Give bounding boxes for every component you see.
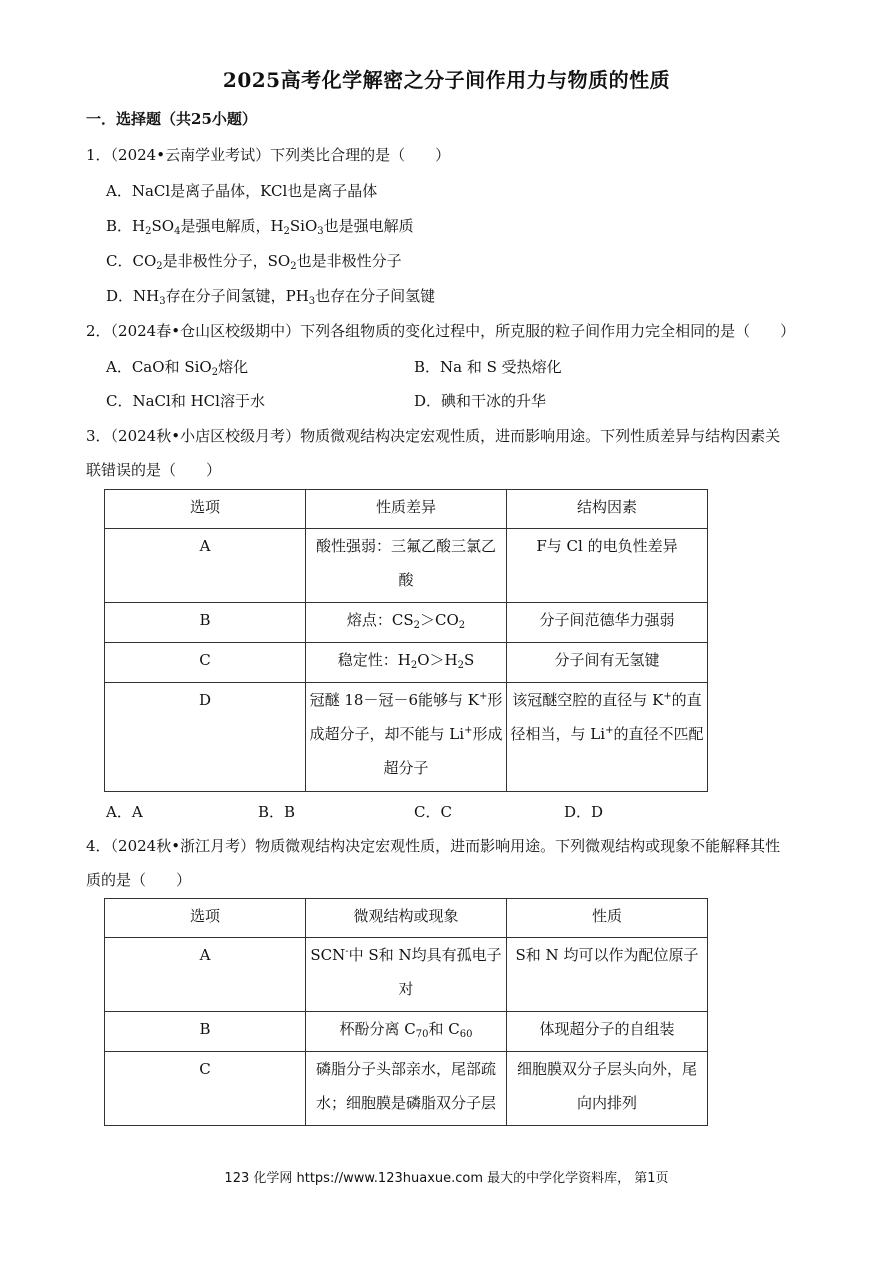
table-cell-option: D (105, 683, 306, 792)
question-1-stem: 1．（2024•云南学业考试）下列类比合理的是（ ） (86, 146, 451, 164)
question-3-answer-a: A．A (106, 803, 143, 821)
table-cell-structure: F与 Cl 的电负性差异 (507, 529, 708, 603)
table-header-row (105, 899, 708, 938)
table-cell-option: B (105, 603, 306, 643)
question-3-table (104, 489, 708, 792)
table-header-cell: 性质 (507, 899, 708, 938)
table-cell-property: 稳定性：$H_2O>H_2S$ (306, 643, 507, 683)
question-3-stem-line-2: 联错误的是（ ） (86, 461, 222, 479)
table-cell-property: 体现超分子的自组装 (507, 1012, 708, 1052)
table-header-cell: 微观结构或现象 (306, 899, 507, 938)
table-cell-property: 细胞膜双分子层头向外，尾 向内排列 (507, 1052, 708, 1126)
question-2-stem: 2．（2024春•仓山区校级期中）下列各组物质的变化过程中，所克服的粒子间作用力完全相同的是（ ） (86, 322, 796, 340)
question-1-option-b: B．$H_2SO_4$是强电解质，$H_2SiO_3$也是强电解质 (106, 217, 414, 237)
question-4-stem-line-2: 质的是（ ） (86, 871, 192, 889)
table-row (105, 683, 708, 792)
table-cell-structure: 该冠醚空腔的直径与 K+的直 径相当，与 Li+的直径不匹配 (507, 683, 708, 792)
table-header-cell: 结构因素 (507, 490, 708, 529)
question-2-option-c: C．NaCl和 HCl溶于水 (106, 392, 265, 410)
table-cell-property: 熔点：$CS_2>CO_2$ (306, 603, 507, 643)
question-4-table (104, 898, 708, 1126)
table-cell-option: C (105, 1052, 306, 1126)
section-heading: 一．选择题（共25小题） (86, 110, 257, 128)
table-cell-property: 酸性强弱：三氟乙酸三氯乙 酸 (306, 529, 507, 603)
table-cell-structure: 磷脂分子头部亲水，尾部疏 水；细胞膜是磷脂双分子层 (306, 1052, 507, 1126)
table-cell-option: B (105, 1012, 306, 1052)
question-3-answer-d: D．D (564, 803, 604, 821)
table-header-cell: 选项 (105, 899, 306, 938)
table-row (105, 1012, 708, 1052)
table-row (105, 603, 708, 643)
question-3-answer-c: C．C (414, 803, 452, 821)
table-cell-property: 冠醚 18－冠－6能够与 K+形 成超分子，却不能与 Li+形成 超分子 (306, 683, 507, 792)
question-1-option-c: C．$CO_2$是非极性分子，$SO_2$也是非极性分子 (106, 252, 402, 272)
table-cell-option: A (105, 529, 306, 603)
page-footer: 123 化学网 https://www.123huaxue.com 最大的中学化学资料库， 第1页 (224, 1171, 669, 1186)
table-row (105, 529, 708, 603)
table-cell-structure: 分子间有无氢键 (507, 643, 708, 683)
question-2-option-a: A．CaO和 SiO$_2$熔化 (106, 358, 249, 378)
table-header-cell: 选项 (105, 490, 306, 529)
table-header-cell: 性质差异 (306, 490, 507, 529)
table-row (105, 1052, 708, 1126)
page-title: 2025高考化学解密之分子间作用力与物质的性质 (222, 68, 671, 92)
question-4-stem-line-1: 4．（2024秋•浙江月考）物质微观结构决定宏观性质，进而影响用途。下列微观结构或现象不能解释其性 (86, 837, 781, 855)
table-row (105, 643, 708, 683)
question-2-option-d: D．碘和干冰的升华 (414, 392, 547, 410)
table-header-row (105, 490, 708, 529)
table-cell-structure: 杯酚分离 $C_{70}$和 $C_{60}$ (306, 1012, 507, 1052)
question-3-stem-line-1: 3．（2024秋•小店区校级月考）物质微观结构决定宏观性质，进而影响用途。下列性质差异与结构因素关 (86, 427, 781, 445)
table-row (105, 938, 708, 1012)
question-1-option-a: A．NaCl是离子晶体，KCl也是离子晶体 (106, 182, 378, 200)
table-cell-option: C (105, 643, 306, 683)
table-cell-option: A (105, 938, 306, 1012)
table-cell-structure: 分子间范德华力强弱 (507, 603, 708, 643)
question-3-answer-b: B．B (258, 803, 296, 821)
table-cell-structure: SCN-中 S和 N均具有孤电子 对 (306, 938, 507, 1012)
question-2-option-b: B．Na 和 S 受热熔化 (414, 358, 562, 376)
question-1-option-d: D．$NH_3$存在分子间氢键，$PH_3$也存在分子间氢键 (106, 287, 436, 307)
table-cell-property: S和 N 均可以作为配位原子 (507, 938, 708, 1012)
